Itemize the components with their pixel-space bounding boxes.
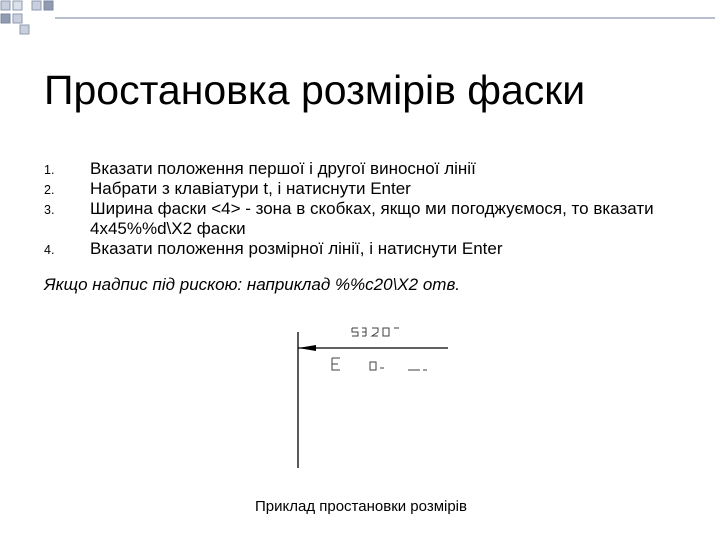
list-item bbox=[44, 199, 684, 239]
list-item bbox=[44, 239, 684, 259]
steps-list bbox=[44, 159, 684, 259]
deco-square bbox=[44, 1, 53, 10]
dimension-text-upper bbox=[352, 328, 399, 336]
step-text: Ширина фаски <4> - зона в скобках, якщо ми погоджуємося, то вказати 4х45%%d\X2 фаски bbox=[90, 199, 654, 238]
page-title: Простановка розмірів фаски bbox=[44, 67, 586, 113]
dimension-text-lower bbox=[332, 358, 427, 370]
dimension-example-drawing bbox=[280, 318, 450, 470]
deco-square bbox=[13, 1, 22, 10]
step-text: Вказати положення першої і другої виносної лінії bbox=[90, 159, 476, 178]
step-number: 4. bbox=[44, 243, 55, 257]
deco-square bbox=[20, 25, 29, 34]
step-number: 1. bbox=[44, 163, 55, 177]
step-text: Набрати з клавіатури t, і натиснути Enter bbox=[90, 179, 411, 198]
arrowhead-icon bbox=[298, 345, 316, 351]
deco-square bbox=[32, 1, 41, 10]
step-number: 2. bbox=[44, 183, 55, 197]
note-text: Якщо надпис під рискою: наприклад %%c20\X2 отв. bbox=[44, 275, 461, 294]
step-text: Вказати положення розмірної лінії, і натиснути Enter bbox=[90, 239, 503, 258]
deco-square bbox=[13, 14, 22, 23]
deco-square bbox=[1, 14, 10, 23]
title-bar-line bbox=[55, 12, 715, 24]
deco-square bbox=[1, 1, 10, 10]
step-number: 3. bbox=[44, 203, 55, 217]
figure-caption: Приклад простановки розмірів bbox=[255, 498, 467, 515]
list-item bbox=[44, 159, 684, 179]
list-item bbox=[44, 179, 684, 199]
